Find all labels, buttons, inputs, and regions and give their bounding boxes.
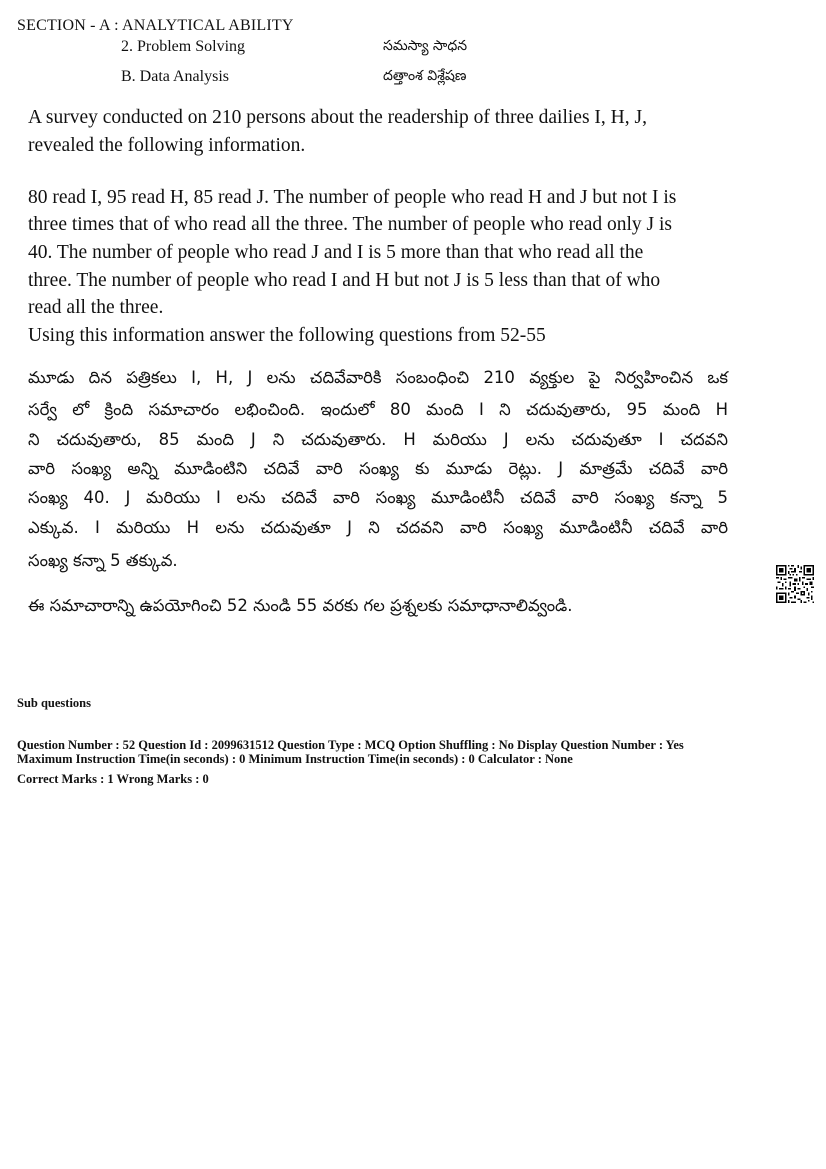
english-line: three times that of who read all the three. The number of people who read only J is	[28, 214, 673, 235]
topic-telugu: సమస్యా సాధన	[383, 38, 468, 54]
english-instruction: Using this information answer the following questions from 52-55	[28, 325, 546, 346]
telugu-instruction: ఈ సమాచారాన్ని ఉపయోగించి 52 నుండి 55 వరకు గల ప్రశ్నలకు సమాధానాలివ్వండి.	[28, 596, 573, 615]
qr-code-icon	[776, 565, 814, 603]
telugu-line: ఎక్కువ. I మరియు H లను చదువుతూ J ని చదవని వారి సంఖ్య మూడింటినీ చదివే వారి	[28, 518, 728, 537]
sub-questions-heading: Sub questions	[17, 696, 91, 710]
question-meta-line: Question Number : 52 Question Id : 2099631512 Question Type : MCQ Option Shuffling : No Display Question Number : Yes	[17, 738, 684, 752]
qr-code-graphic	[776, 565, 814, 603]
english-line: 40. The number of people who read J and I is 5 more than that who read all the	[28, 242, 644, 263]
subtopic-english: B. Data Analysis	[121, 68, 229, 85]
english-line: three. The number of people who read I and H but not J is 5 less than that of who	[28, 270, 661, 291]
english-line: A survey conducted on 210 persons about the readership of three dailies I, H, J,	[28, 107, 647, 128]
topic-english: 2. Problem Solving	[121, 38, 246, 55]
english-line: revealed the following information.	[28, 135, 306, 156]
english-line: 80 read I, 95 read H, 85 read J. The number of people who read H and J but not I is	[28, 187, 677, 208]
subtopic-telugu: దత్తాంశ విశ్లేషణ	[383, 68, 467, 84]
question-meta-line: Maximum Instruction Time(in seconds) : 0 Minimum Instruction Time(in seconds) : 0 Calculator : None	[17, 752, 573, 766]
telugu-line: ని చదువుతారు, 85 మంది J ని చదువుతారు. H మరియు J లను చదువుతూ I చదవని	[28, 430, 728, 449]
telugu-line: మూడు దిన పత్రికలు I, H, J లను చదివేవారికి సంబంధించి 210 వ్యక్తుల పై నిర్వహించిన ఒక	[28, 368, 728, 387]
telugu-line: సంఖ్య కన్నా 5 తక్కువ.	[28, 551, 178, 570]
telugu-line: వారి సంఖ్య అన్ని మూడింటిని చదివే వారి సంఖ్య కు మూడు రెట్లు. J మాత్రమే చదివే వారి	[28, 459, 728, 478]
english-line: read all the three.	[28, 297, 164, 318]
telugu-line: సంఖ్య 40. J మరియు I లను చదివే వారి సంఖ్య మూడింటినీ చదివే వారి సంఖ్య కన్నా 5	[28, 488, 728, 507]
section-title: SECTION - A : ANALYTICAL ABILITY	[17, 17, 294, 34]
marks-line: Correct Marks : 1 Wrong Marks : 0	[17, 772, 209, 786]
telugu-line: సర్వే లో క్రింది సమాచారం లభించింది. ఇందులో 80 మంది I ని చదువుతారు, 95 మంది H	[28, 400, 728, 419]
